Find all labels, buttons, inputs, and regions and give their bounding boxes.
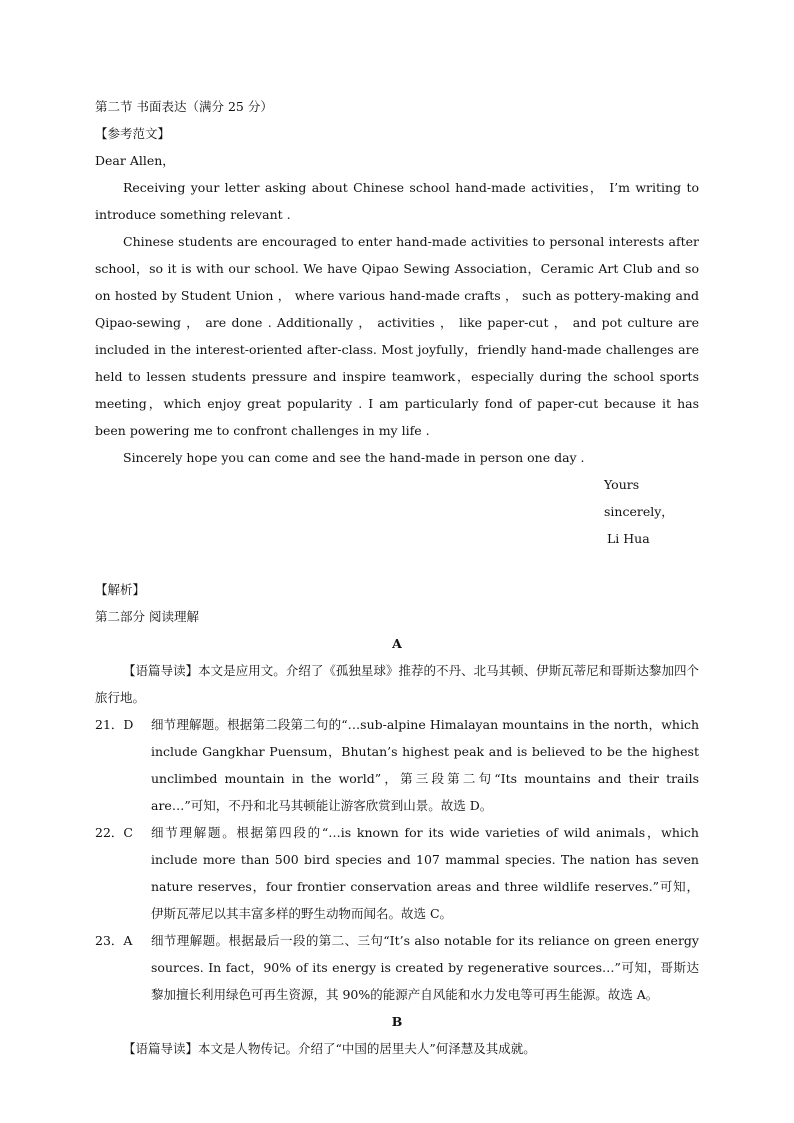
- answer-explanation: 细节理解题。根据第四段的“…is known for its wide varieties of wild animals，which include more than 500 bird species and 107 mammal species. The nation has seven nature reserves，four frontier conservation areas and three wildlife reserves.”可知，伊斯瓦蒂尼以其丰富多样的野生动物而闻名。故选 C。: [151, 825, 699, 921]
- answer-explanation: 细节理解题。根据第二段第二句的“…sub-alpine Himalayan mountains in the north，which include Gangkhar Puensum，Bhutan’s highest peak and is believed to be the highest unclimbed mountain in the world”，第三段第二句“Its mountains and their trails are…”可知，不丹和北马其顿能让游客欣赏到山景。故选 D。: [151, 717, 699, 813]
- answer-number: 23．A: [95, 933, 133, 948]
- part-title: 第二部分 阅读理解: [95, 609, 199, 624]
- section-title: 第二节 书面表达（满分 25 分）: [95, 99, 273, 114]
- letter-closing: Yours sincerely，: [604, 477, 674, 519]
- passage-b-heading: B: [391, 1014, 403, 1029]
- answer-item-22: [95, 819, 699, 927]
- passage-b-intro: 【语篇导读】本文是人物传记。介绍了“中国的居里夫人”何泽慧及其成就。: [123, 1041, 536, 1056]
- letter-paragraph-1: Receiving your letter asking about Chinese school hand-made activities， I’m writing to introduce something relevant .: [95, 180, 699, 222]
- answer-item-21: [95, 711, 699, 819]
- section-gap: [95, 552, 699, 576]
- analysis-label: 【解析】: [95, 582, 146, 597]
- letter-greeting: Dear Allen，: [95, 153, 175, 168]
- answer-item-23: [95, 927, 699, 1008]
- passage-a-intro: 【语篇导读】本文是应用文。介绍了《孤独星球》推荐的不丹、北马其顿、伊斯瓦蒂尼和哥斯达黎加四个旅行地。: [95, 663, 699, 705]
- answer-number: 21．D: [95, 717, 134, 732]
- model-essay-label: 【参考范文】: [95, 126, 171, 141]
- answer-explanation: 细节理解题。根据最后一段的第二、三句“It’s also notable for its reliance on green energy sources. In fact，90% of its energy is created by regenerative sources…”可知，哥斯达黎加擅长利用绿色可再生资源，其 90%的能源产自风能和水力发电等可再生能源。故选 A。: [151, 933, 699, 1002]
- passage-a-heading: A: [392, 636, 402, 651]
- document-content: [95, 93, 699, 1062]
- letter-signature: Li Hua: [607, 531, 650, 546]
- letter-paragraph-3: Sincerely hope you can come and see the hand-made in person one day .: [123, 450, 585, 465]
- answer-number: 22．C: [95, 825, 133, 840]
- letter-paragraph-2: Chinese students are encouraged to enter hand-made activities to personal interests after school，so it is with our school. We have Qipao Sewing Association，Ceramic Art Club and so on hosted by Student Union ， where various hand-made crafts ， such as pottery-making and Qipao-sewing ， are done . Additionally ， activities ， like paper-cut ， and pot culture are included in the interest-oriented after-class. Most joyfully，friendly hand-made challenges are held to lessen students pressure and inspire teamwork，especially during the school sports meeting，which enjoy great popularity . I am particularly fond of paper-cut because it has been powering me to confront challenges in my life .: [95, 234, 699, 438]
